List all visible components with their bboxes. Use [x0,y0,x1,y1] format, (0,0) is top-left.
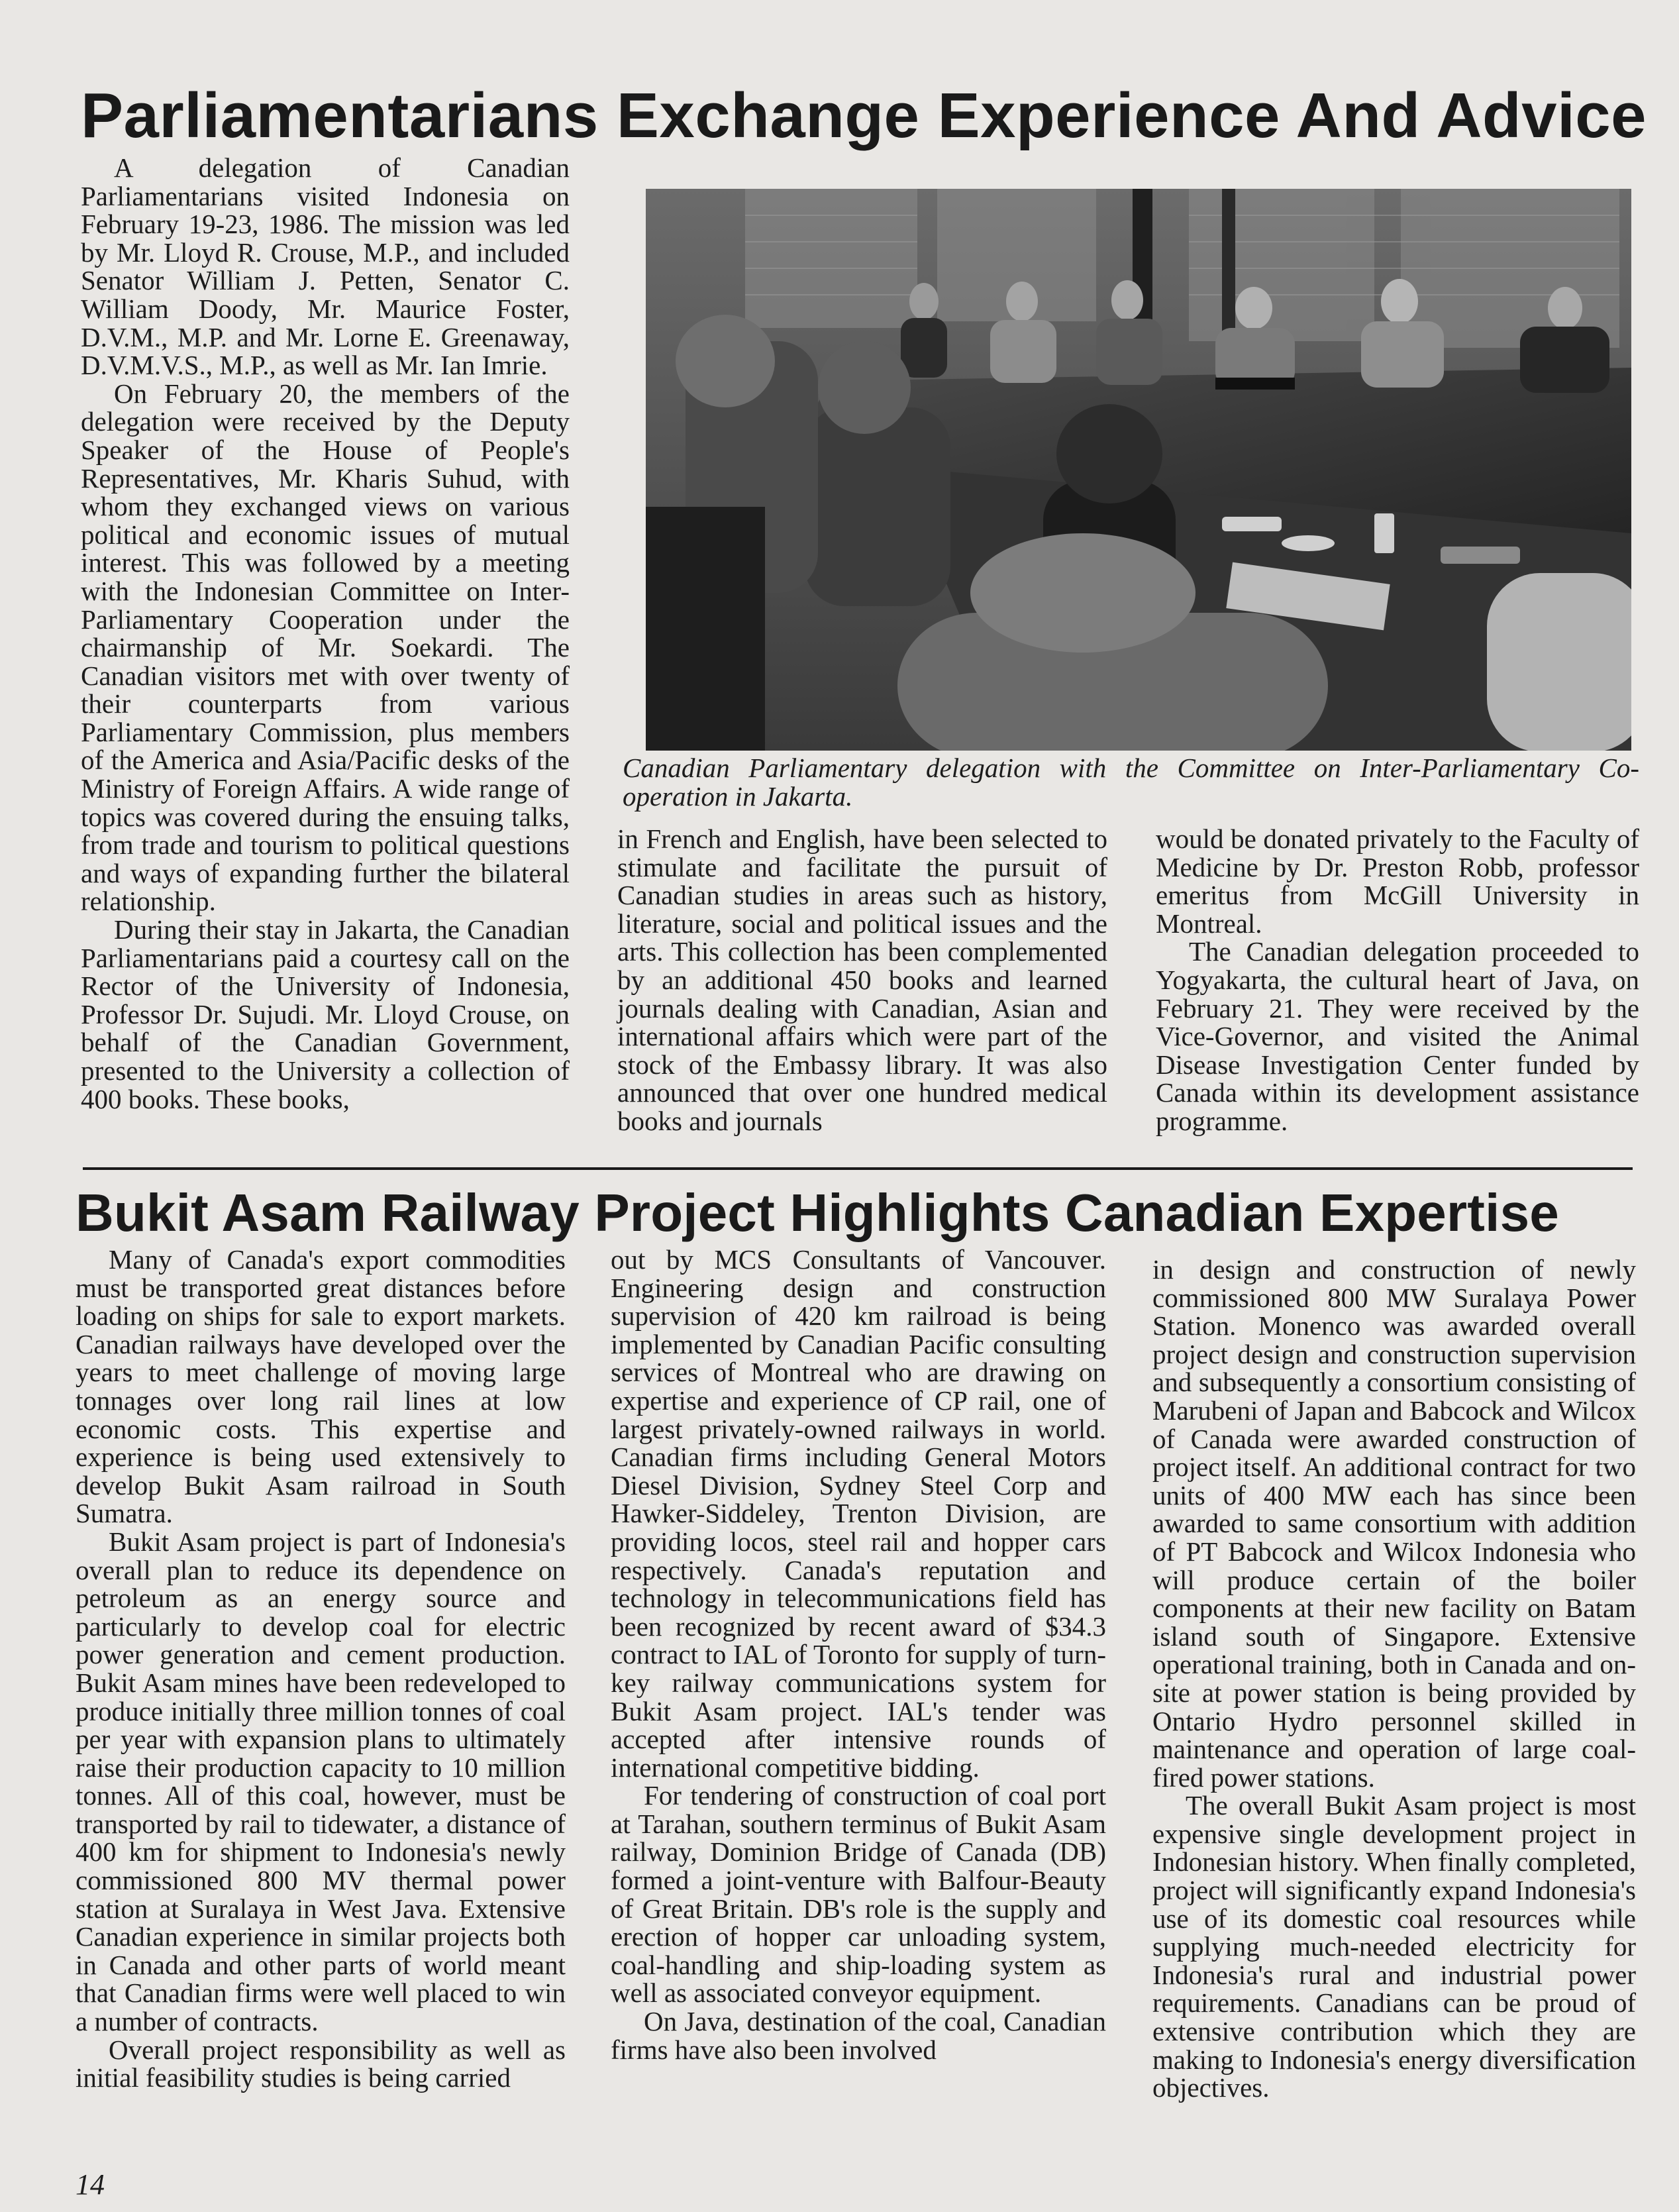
article2-column-2 [611,1245,1106,2064]
paragraph: During their stay in Jakarta, the Canadian Parliamentarians paid a courtesy call on the Rector of the University of Indonesia, Professor Dr. Sujudi. Mr. Lloyd Crouse, on behalf of the Canadian Government, presented to the University a collection of 400 books. These books, [81,914,570,1114]
article1-column-2 [617,825,1107,1135]
paragraph: For tendering of construction of coal port at Tarahan, southern terminus of Bukit Asam railway, Dominion Bridge of Canada (DB) formed a joint-venture with Balfour-Beauty of Great Britain. DB's role is the supply and erection of hopper car unloading system, coal-handling and ship-loading system as well as associated conveyor equipment. [611,1780,1106,2009]
paragraph: The overall Bukit Asam project is most expensive single development project in Indonesian history. When finally completed, project will significantly expand Indonesia's use of its domestic coal resources while supplying much-needed electricity for Indonesia's rural and industrial power requirements. Canadians can be proud of extensive contribution which they are making to Indonesia's energy diversification objectives. [1152,1790,1636,2103]
paragraph: in design and construction of newly commissioned 800 MW Suralaya Power Station. Monenco was awarded overall project design and construction supervision and subsequently a consortium consisting of Marubeni of Japan and Babcock and Wilcox of Canada were awarded construction of project itself. An additional contract for two units of 400 MW each has since been awarded to same consortium with addition of PT Babcock and Wilcox Indonesia who will produce certain of the boiler components at their new facility on Batam island south of Singapore. Extensive operational training, both in Canada and on-site at power station is being provided by Ontario Hydro personnel skilled in maintenance and operation of large coal-fired power stations. [1152,1254,1636,1793]
photo-caption: Canadian Parliamentary delegation with the Committee on Inter-Parliamentary Co-operation in Jakarta. [623,753,1639,812]
paragraph: would be donated privately to the Faculty of Medicine by Dr. Preston Robb, professor emeritus from McGill University in Montreal. [1156,823,1639,939]
paragraph: On February 20, the members of the delegation were received by the Deputy Speaker of the House of People's Representatives, Mr. Kharis Suhud, with whom they exchanged views on various political and economic issues of mutual interest. This was followed by a meeting with the Indonesian Committee on Inter-Parliamentary Cooperation under the chairmanship of Mr. Soekardi. The Canadian visitors met with over twenty of their counterparts from various Parliamentary Commission, plus members of the America and Asia/Pacific desks of the Ministry of Foreign Affairs. A wide range of topics was covered during the ensuing talks, from trade and tourism to political questions and ways of expanding further the bilateral relationship. [81,378,570,917]
article1-column-3 [1156,825,1639,1135]
article1-headline: Parliamentarians Exchange Experience And Advice [81,80,1647,151]
paragraph: A delegation of Canadian Parliamentarians visited Indonesia on February 19-23, 1986. The mission was led by Mr. Lloyd R. Crouse, M.P., and included Senator William J. Petten, Senator C. William Doody, Mr. Maurice Foster, D.V.M., M.P. and Mr. Lorne E. Greenaway, D.V.M.V.S., M.P., as well as Mr. Ian Imrie. [81,152,570,381]
delegation-meeting-photo [646,189,1631,751]
paragraph: Many of Canada's export commodities must be transported great distances before loading on ships for sale to export markets. Canadian railways have developed over the years to meet challenge of moving large tonnages over long rail lines at low economic costs. This expertise and experience is being used extensively to develop Bukit Asam railroad in South Sumatra. [76,1244,566,1529]
paragraph: On Java, destination of the coal, Canadian firms have also been involved [611,2006,1106,2065]
photo-illustration [646,189,1631,751]
article2-column-1 [76,1245,566,2092]
article2-column-3 [1152,1255,1636,2102]
paragraph: in French and English, have been selected to stimulate and facilitate the pursuit of Canadian studies in areas such as history, literature, social and political issues and the arts. This collection has been complemented by an additional 450 books and learned journals dealing with Canadian, Asian and international affairs which were part of the stock of the Embassy library. It was also announced that over one hundred medical books and journals [617,823,1107,1136]
page-number: 14 [76,2168,105,2201]
paragraph: Bukit Asam project is part of Indonesia's overall plan to reduce its dependence on petroleum as an energy source and particularly to develop coal for electric power generation and cement production. Bukit Asam mines have been redeveloped to produce initially three million tonnes of coal per year with expansion plans to ultimately raise their production capacity to 10 million tonnes. All of this coal, however, must be transported by rail to tidewater, a distance of 400 km for shipment to Indonesia's newly commissioned 800 MV thermal power station at Suralaya in West Java. Extensive Canadian experience in similar projects both in Canada and other parts of world meant that Canadian firms were well placed to win a number of contracts. [76,1526,566,2037]
article2-headline: Bukit Asam Railway Project Highlights Canadian Expertise [76,1183,1559,1242]
article1-column-1 [81,154,570,1113]
paragraph: The Canadian delegation proceeded to Yogyakarta, the cultural heart of Java, on February 21. They were received by the Vice-Governor, and visited the Animal Disease Investigation Center funded by Canada within its development assistance programme. [1156,936,1639,1136]
section-divider [83,1167,1633,1170]
paragraph: Overall project responsibility as well as initial feasibility studies is being carried [76,2034,566,2093]
paragraph: out by MCS Consultants of Vancouver. Engineering design and construction supervision of 420 km railroad is being implemented by Canadian Pacific consulting services of Montreal who are drawing on expertise and experience of CP rail, one of largest privately-owned railways in world. Canadian firms including General Motors Diesel Division, Sydney Steel Corp and Hawker-Siddeley, Trenton Division, are providing locos, steel rail and hopper cars respectively. Canada's reputation and technology in telecommunications field has been recognized by recent award of $34.3 contract to IAL of Toronto for supply of turn-key railway communications system for Bukit Asam project. IAL's tender was accepted after intensive rounds of international competitive bidding. [611,1244,1106,1783]
